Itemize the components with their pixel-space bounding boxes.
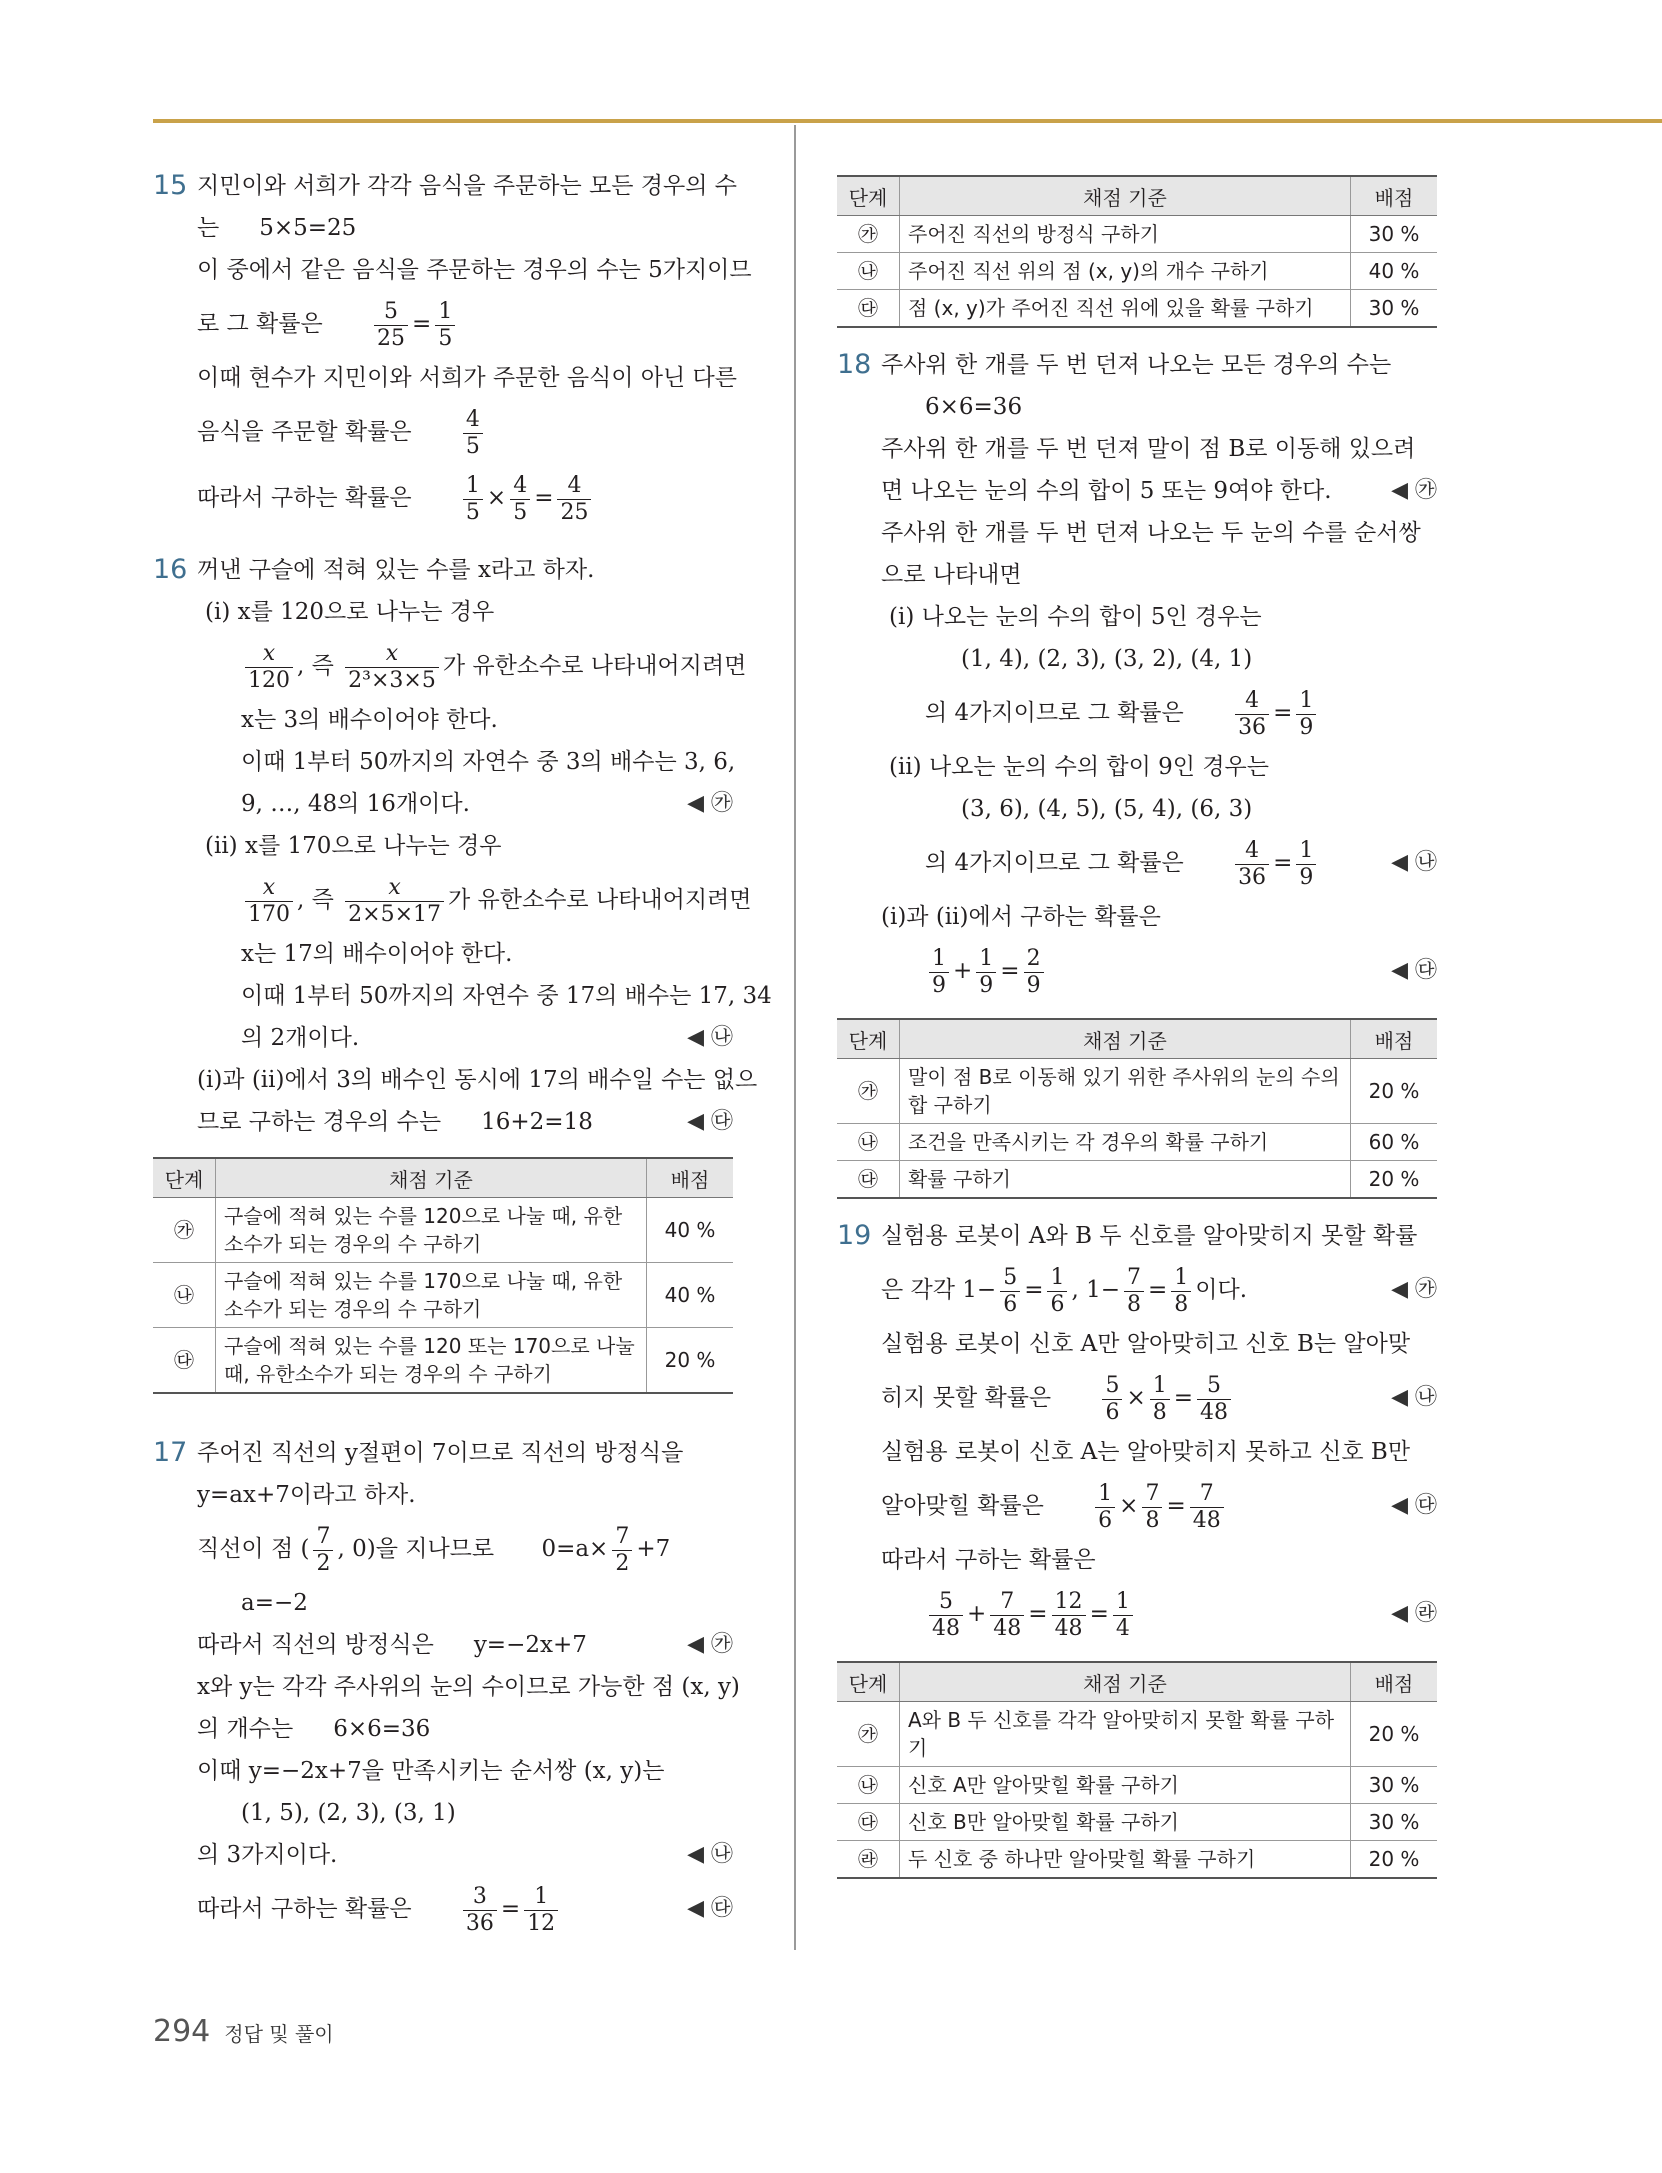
op: + [953, 958, 973, 984]
op: = [1148, 1277, 1168, 1303]
text: 의 4가지이므로 그 확률은 [925, 700, 1184, 726]
text: 따라서 구하는 확률은 [197, 485, 412, 511]
step-marker: ◀ ㉮ [687, 1632, 733, 1657]
fraction: $\frac{12}{48}$ [1052, 1589, 1086, 1641]
problem-15 [153, 165, 752, 531]
op: = [1000, 958, 1020, 984]
step-marker: ◀ ㉯ [1391, 850, 1437, 875]
text: , 0)을 지나므로 [337, 1536, 495, 1562]
table-row: ㉯ 주어진 직선 위의 점 (x, y)의 개수 구하기 40 % [837, 253, 1437, 290]
step-marker: ◀ ㉰ [1391, 1493, 1437, 1518]
text: , 즉 [297, 887, 334, 913]
table-row: ㉯ 조건을 만족시키는 각 경우의 확률 구하기 60 % [837, 1124, 1437, 1161]
fraction: $\frac{5}{25}$ [374, 299, 408, 351]
math: 5×5=25 [259, 215, 357, 241]
text-line: 주어진 직선의 y절편이 7이므로 직선의 방정식을 [197, 1440, 684, 1466]
fraction: $\frac{x}{120}$ [245, 641, 293, 693]
math: 16+2=18 [481, 1109, 593, 1135]
problem-17 [153, 1432, 740, 1942]
text: 가 유한소수로 나타내어지려면 [448, 887, 752, 913]
text-line: 이 중에서 같은 음식을 주문하는 경우의 수는 5가지이므 [197, 257, 752, 283]
op: = [1166, 1493, 1186, 1519]
text: 따라서 직선의 방정식은 [197, 1632, 434, 1658]
math-line: (1, 5), (2, 3), (3, 1) [241, 1800, 456, 1826]
table-row: ㉯ 구슬에 적혀 있는 수를 170으로 나눌 때, 유한소수가 되는 경우의 수 구하기 40 % [153, 1263, 733, 1328]
right-column [837, 175, 1437, 1895]
fraction: $\frac{7}{2}$ [313, 1524, 333, 1576]
math-line: a=−2 [241, 1590, 308, 1616]
text-line: 실험용 로봇이 신호 A는 알아맞히지 못하고 신호 B만 [881, 1439, 1411, 1465]
text-line: 주사위 한 개를 두 번 던져 말이 점 B로 이동해 있으려 [881, 436, 1416, 462]
case-heading: (ⅱ) x를 170으로 나누는 경우 [205, 833, 502, 859]
fraction: $\frac{5}{48}$ [929, 1589, 963, 1641]
fraction: $\frac{7}{8}$ [1142, 1481, 1162, 1533]
table-header: 단계 [837, 1019, 900, 1059]
op: = [1173, 1385, 1194, 1411]
text-line: 실험용 로봇이 신호 A만 알아맞히고 신호 B는 알아맞 [881, 1331, 1411, 1357]
case-heading: (ⅱ) 나오는 눈의 수의 합이 9인 경우는 [889, 754, 1269, 780]
text-line: 꺼낸 구슬에 적혀 있는 수를 x라고 하자. [197, 557, 595, 583]
fraction: $\frac{1}{9}$ [1296, 688, 1316, 740]
step-marker: ◀ ㉮ [687, 791, 733, 816]
fraction: $\frac{1}{9}$ [976, 946, 996, 998]
fraction: $\frac{1}{6}$ [1095, 1481, 1115, 1533]
text: 는 [197, 215, 220, 241]
table-row: ㉮ A와 B 두 신호를 각각 알아맞히지 못할 확률 구하기 20 % [837, 1702, 1437, 1767]
table-header: 단계 [837, 176, 900, 216]
step-marker: ◀ ㉱ [1391, 1601, 1437, 1626]
grading-table-17 [837, 175, 1437, 328]
text: 가 유한소수로 나타내어지려면 [442, 653, 747, 679]
fraction: $\frac{1}{12}$ [524, 1884, 558, 1936]
fraction: $\frac{4}{5}$ [463, 407, 483, 459]
text-line: 따라서 구하는 확률은 [881, 1547, 1096, 1573]
text-line: x와 y는 각각 주사위의 눈의 수이므로 가능한 점 (x, y) [197, 1674, 740, 1700]
table-header: 배점 [1351, 176, 1438, 216]
fraction: $\frac{x}{\text{2³×3×5}}$ [345, 641, 439, 693]
fraction: $\frac{3}{36}$ [463, 1884, 497, 1936]
fraction: $\frac{1}{9}$ [929, 946, 949, 998]
fraction: $\frac{1}{5}$ [435, 299, 455, 351]
text: 면 나오는 눈의 수의 합이 5 또는 9여야 한다. [881, 478, 1332, 504]
fraction: $\frac{7}{8}$ [1124, 1265, 1144, 1317]
text: 의 3가지이다. [197, 1842, 338, 1868]
fraction: $\frac{4}{5}$ [510, 473, 530, 525]
fraction: $\frac{5}{6}$ [1000, 1265, 1020, 1317]
text: 의 2개이다. [241, 1025, 360, 1051]
op: × [1126, 1385, 1146, 1411]
op: = [1028, 1601, 1048, 1627]
text-line: 이때 1부터 50까지의 자연수 중 17의 배수는 17, 34 [241, 983, 772, 1009]
op: = [534, 485, 554, 511]
fraction: $\frac{1}{4}$ [1113, 1589, 1133, 1641]
table-header: 배점 [1351, 1019, 1438, 1059]
fraction: $\frac{2}{9}$ [1024, 946, 1044, 998]
table-row: ㉮ 말이 점 B로 이동해 있기 위한 주사위의 눈의 수의 합 구하기 20 % [837, 1059, 1437, 1124]
fraction: $\frac{7}{2}$ [612, 1524, 632, 1576]
math-line: (3, 6), (4, 5), (5, 4), (6, 3) [961, 796, 1253, 822]
grading-table-19 [837, 1661, 1437, 1879]
op: × [1119, 1493, 1139, 1519]
grading-table-16 [153, 1157, 733, 1394]
text-line: 이때 y=−2x+7을 만족시키는 순서쌍 (x, y)는 [197, 1758, 665, 1784]
problem-number: 17 [153, 1437, 188, 1468]
math: +7 [636, 1536, 671, 1562]
text-line: 주사위 한 개를 두 번 던져 나오는 모든 경우의 수는 [881, 352, 1392, 378]
text-line: 주사위 한 개를 두 번 던져 나오는 두 눈의 수를 순서쌍 [881, 520, 1421, 546]
table-header: 배점 [1351, 1662, 1438, 1702]
page-footer [153, 2014, 334, 2049]
text: 알아맞힐 확률은 [881, 1493, 1044, 1519]
table-row: ㉰ 확률 구하기 20 % [837, 1161, 1437, 1199]
grading-table-18 [837, 1018, 1437, 1199]
table-header: 채점 기준 [900, 1662, 1351, 1702]
math: 6×6=36 [333, 1716, 431, 1742]
math-line: (1, 4), (2, 3), (3, 2), (4, 1) [961, 646, 1253, 672]
problem-18 [837, 344, 1437, 1004]
op: = [1024, 1277, 1044, 1303]
table-header: 채점 기준 [900, 176, 1351, 216]
fraction: $\frac{1}{8}$ [1150, 1373, 1170, 1425]
text-line: 이때 1부터 50까지의 자연수 중 3의 배수는 3, 6, [241, 749, 736, 775]
text: 음식을 주문할 확률은 [197, 419, 412, 445]
step-marker: ◀ ㉮ [1391, 1277, 1437, 1302]
text: , 즉 [297, 653, 334, 679]
left-column [153, 165, 772, 1942]
text: 의 개수는 [197, 1716, 294, 1742]
text: 따라서 구하는 확률은 [197, 1896, 412, 1922]
problem-number: 18 [837, 349, 872, 380]
table-header: 채점 기준 [900, 1019, 1351, 1059]
text-line: y=ax+7이라고 하자. [197, 1482, 416, 1508]
math: 0=a× [541, 1536, 609, 1562]
text: 은 각각 1− [881, 1277, 997, 1303]
text: 직선이 점 [197, 1536, 294, 1562]
step-marker: ◀ ㉰ [687, 1896, 733, 1921]
op: = [412, 311, 432, 337]
math-line: 6×6=36 [925, 394, 1023, 420]
table-row: ㉰ 신호 B만 알아맞힐 확률 구하기 30 % [837, 1804, 1437, 1841]
page-number: 294 [153, 2014, 211, 2049]
table-row: ㉰ 점 (x, y)가 주어진 직선 위에 있을 확률 구하기 30 % [837, 290, 1437, 328]
table-row: ㉮ 주어진 직선의 방정식 구하기 30 % [837, 216, 1437, 253]
problem-16 [153, 549, 772, 1143]
fraction: $\frac{7}{48}$ [1190, 1481, 1224, 1533]
text-line: x는 17의 배수이어야 한다. [241, 941, 513, 967]
step-marker: ◀ ㉮ [1391, 478, 1437, 503]
fraction: $\frac{1}{5}$ [463, 473, 483, 525]
footer-label: 정답 및 풀이 [224, 2022, 334, 2046]
fraction: $\frac{1}{6}$ [1047, 1265, 1067, 1317]
text-line: x는 3의 배수이어야 한다. [241, 707, 498, 733]
table-row: ㉯ 신호 A만 알아맞힐 확률 구하기 30 % [837, 1767, 1437, 1804]
problem-number: 15 [153, 170, 188, 201]
fraction: $\frac{5}{6}$ [1102, 1373, 1122, 1425]
text: 히지 못할 확률은 [881, 1385, 1052, 1411]
text-line: (ⅰ)과 (ⅱ)에서 구하는 확률은 [881, 904, 1161, 930]
op: × [486, 485, 507, 511]
text: 이다. [1195, 1277, 1248, 1303]
math: y=−2x+7 [473, 1632, 587, 1658]
fraction: $\frac{4}{36}$ [1235, 838, 1269, 890]
table-header: 단계 [837, 1662, 900, 1702]
fraction: $\frac{x}{170}$ [245, 875, 293, 927]
step-marker: ◀ ㉯ [687, 1025, 733, 1050]
text: 므로 구하는 경우의 수는 [197, 1109, 442, 1135]
table-row: ㉮ 구슬에 적혀 있는 수를 120으로 나눌 때, 유한소수가 되는 경우의 수 구하기 40 % [153, 1198, 733, 1263]
problem-number: 19 [837, 1220, 872, 1251]
step-marker: ◀ ㉰ [1391, 958, 1437, 983]
text: 9, …, 48의 16개이다. [241, 791, 470, 817]
fraction: $\frac{7}{48}$ [990, 1589, 1024, 1641]
fraction: $\frac{5}{48}$ [1197, 1373, 1231, 1425]
op: = [500, 1896, 521, 1922]
op: = [1273, 850, 1293, 876]
table-row: ㉱ 두 신호 중 하나만 알아맞힐 확률 구하기 20 % [837, 1841, 1437, 1879]
fraction: $\frac{x}{2\times 5\times 17}$ [345, 875, 444, 927]
table-row: ㉰ 구슬에 적혀 있는 수를 120 또는 170으로 나눌 때, 유한소수가 되는 경우의 수 구하기 20 % [153, 1328, 733, 1394]
text: 의 4가지이므로 그 확률은 [925, 850, 1184, 876]
fraction: $\frac{4}{25}$ [557, 473, 591, 525]
case-heading: (ⅰ) 나오는 눈의 수의 합이 5인 경우는 [889, 604, 1262, 630]
text-line: 으로 나타내면 [881, 562, 1022, 588]
text-line: (ⅰ)과 (ⅱ)에서 3의 배수인 동시에 17의 배수일 수는 없으 [197, 1067, 758, 1093]
text: , 1− [1071, 1277, 1120, 1303]
fraction: $\frac{1}{9}$ [1296, 838, 1316, 890]
step-marker: ◀ ㉯ [1391, 1385, 1437, 1410]
text-line: 이때 현수가 지민이와 서희가 주문한 음식이 아닌 다른 [197, 365, 737, 391]
op: = [1089, 1601, 1109, 1627]
step-marker: ◀ ㉯ [687, 1842, 733, 1867]
problem-number: 16 [153, 554, 188, 585]
text: ( [300, 1536, 310, 1562]
text-line: 지민이와 서희가 각각 음식을 주문하는 모든 경우의 수 [197, 173, 737, 199]
table-header: 단계 [153, 1158, 216, 1198]
header-rule [153, 119, 1662, 123]
op: + [967, 1601, 987, 1627]
problem-19 [837, 1215, 1437, 1647]
case-heading: (ⅰ) x를 120으로 나누는 경우 [205, 599, 495, 625]
step-marker: ◀ ㉰ [687, 1109, 733, 1134]
text-line: 실험용 로봇이 A와 B 두 신호를 알아맞히지 못할 확률 [881, 1223, 1418, 1249]
table-header: 채점 기준 [216, 1158, 647, 1198]
column-divider [794, 125, 796, 1950]
fraction: $\frac{1}{8}$ [1171, 1265, 1191, 1317]
text: 로 그 확률은 [197, 311, 323, 337]
table-header: 배점 [647, 1158, 734, 1198]
fraction: $\frac{4}{36}$ [1235, 688, 1269, 740]
op: = [1273, 700, 1293, 726]
